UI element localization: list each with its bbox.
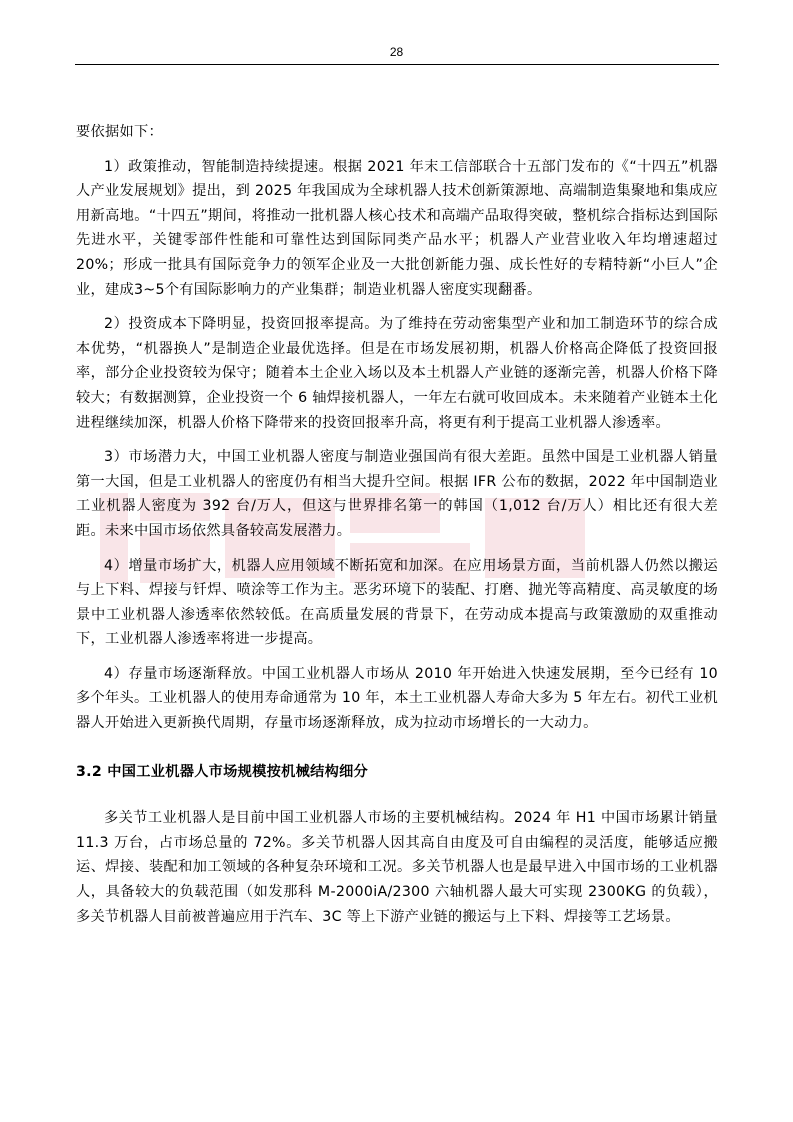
section-heading: 3.2 中国工业机器人市场规模按机械结构细分 bbox=[76, 763, 369, 780]
paragraph-market-potential: 3）市场潜力大，中国工业机器人密度与制造业强国尚有很大差距。虽然中国是工业机器人销量第一大国，但是工业机器人的密度仍有相当大提升空间。根据 IFR 公布的数据，2022 年中国制造业工业机器人密度为 392 台/万人，但这与世界排名第一的韩国（1,012 台/万人）相比还有很大差距。未来中国市场依然具备较高发展潜力。 bbox=[76, 449, 718, 539]
page-number: 28 bbox=[389, 45, 404, 59]
header-rule bbox=[75, 64, 719, 65]
paragraph-policy: 1）政策推动，智能制造持续提速。根据 2021 年末工信部联合十五部门发布的《“十四五”机器人产业发展规划》提出，到 2025 年我国成为全球机器人技术创新策源地、高端制造集聚地和集成应用新高地。“十四五”期间，将推动一批机器人核心技术和高端产品取得突破，整机综合指标达到国际先进水平，关键零部件性能和可靠性达到国际同类产品水平；机器人产业营业收入年均增速超过 20%；形成一批具有国际竞争力的领军企业及一大批创新能力强、成长性好的专精特新“小巨人”企业，建成3~5个有国际影响力的产业集群；制造业机器人密度实现翻番。 bbox=[76, 158, 718, 298]
paragraph-investment: 2）投资成本下降明显，投资回报率提高。为了维持在劳动密集型产业和加工制造环节的综合成本优势，“机器换人”是制造企业最优选择。但是在市场发展初期，机器人价格高企降低了投资回报率，部分企业投资较为保守；随着本土企业入场以及本土机器人产业链的逐渐完善，机器人价格下降较大；有数据测算，企业投资一个 6 轴焊接机器人，一年左右就可收回成本。未来随着产业链本土化进程继续加深，机器人价格下降带来的投资回报率升高，将更有利于提高工业机器人渗透率。 bbox=[76, 316, 718, 431]
intro-line: 要依据如下： bbox=[76, 124, 163, 140]
section-body: 多关节工业机器人是目前中国工业机器人市场的主要机械结构。2024 年 H1 中国市场累计销量 11.3 万台，占市场总量的 72%。多关节机器人因其高自由度及可自由编程的灵活度，能够适应搬运、焊接、装配和加工领域的各种复杂环境和工况。多关节机器人也是最早进入中国市场的工业机器人，具备较大的负载范围（如发那科 M-2000iA/2300 六轴机器人最大可实现 2300KG 的负载），多关节机器人目前被普遍应用于汽车、3C 等上下游产业链的搬运与上下料、焊接等工艺场景。 bbox=[76, 810, 718, 925]
document-body bbox=[76, 120, 718, 939]
paragraph-incremental-market: 4）增量市场扩大，机器人应用领域不断拓宽和加深。在应用场景方面，当前机器人仍然以搬运与上下料、焊接与钎焊、喷涂等工作为主。恶劣环境下的装配、打磨、抛光等高精度、高灵敏度的场景中工业机器人渗透率依然较低。在高质量发展的背景下，在劳动成本提高与政策激励的双重推动下，工业机器人渗透率将进一步提高。 bbox=[76, 557, 718, 648]
paragraph-stock-market: 4）存量市场逐渐释放。中国工业机器人市场从 2010 年开始进入快速发展期，至今已经有 10 多个年头。工业机器人的使用寿命通常为 10 年，本土工业机器人寿命大多为 5 年左右。初代工业机器人开始进入更新换代周期，存量市场逐渐释放，成为拉动市场增长的一大动力。 bbox=[76, 665, 718, 732]
